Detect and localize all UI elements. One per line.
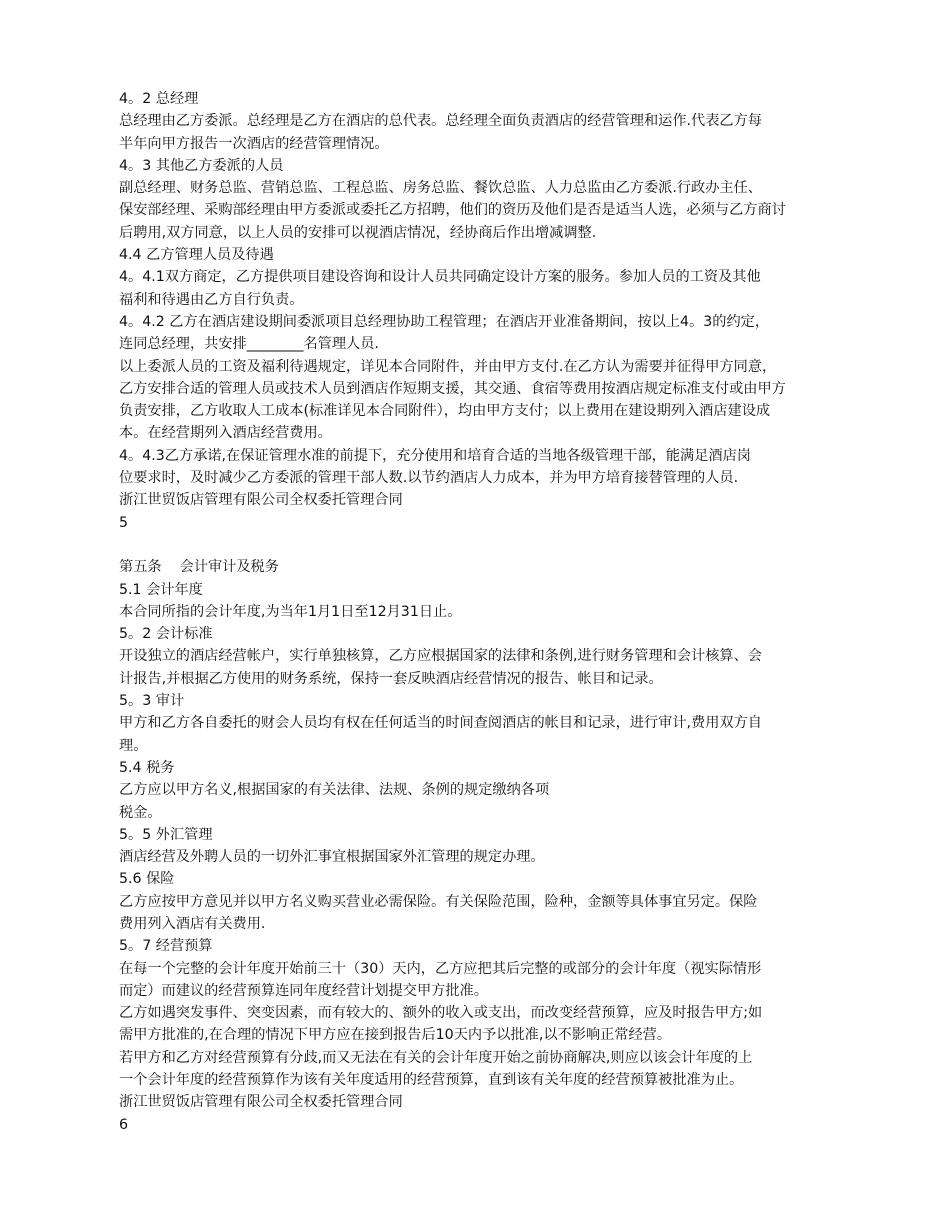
text-line: 乙方安排合适的管理人员或技术人员到酒店作短期支援，其交通、食宿等费用按酒店规定标准支付或由甲方 [119, 380, 786, 397]
text-line: 5。2 会计标准 [119, 626, 213, 643]
text-line: 以上委派人员的工资及福利待遇规定，详见本合同附件，并由甲方支付.在乙方认为需要并征得甲方同意， [119, 358, 777, 375]
text-line: 税金。 [119, 804, 162, 821]
text-line: 5。3 审计 [119, 693, 185, 710]
text-line: 本。在经营期列入酒店经营费用。 [119, 425, 332, 442]
text-line: 6 [119, 1116, 129, 1133]
text-line: 而定）而建议的经营预算连同年度经营计划提交甲方批准。 [119, 982, 488, 999]
text-line: 后聘用,双方同意，以上人员的安排可以视酒店情况，经协商后作出增减调整. [119, 224, 597, 241]
text-line: 一个会计年度的经营预算作为该有关年度适用的经营预算，直到该有关年度的经营预算被批准为止。 [119, 1072, 744, 1089]
document-page [119, 88, 864, 1136]
text-line: 保安部经理、采购部经理由甲方委派或委托乙方招聘，他们的资历及他们是否是适当人选，必须与乙方商讨 [119, 202, 786, 219]
text-line: 4。2 总经理 [119, 91, 199, 107]
text-line: 副总经理、财务总监、营销总监、工程总监、房务总监、餐饮总监、人力总监由乙方委派.行政办主任、 [119, 180, 762, 197]
text-line: 5。5 外汇管理 [119, 826, 213, 843]
text-line: 5。7 经营预算 [119, 938, 213, 955]
text-line: 计报告,并根据乙方使用的财务系统，保持一套反映酒店经营情况的报告、帐目和记录。 [119, 670, 663, 687]
text-line: 总经理由乙方委派。总经理是乙方在酒店的总代表。总经理全面负责酒店的经营管理和运作.代表乙方每 [119, 113, 762, 130]
text-line: 负责安排，乙方收取人工成本(标准详见本合同附件），均由甲方支付；以上费用在建设期列入酒店建设成 [119, 403, 771, 420]
text-line: 浙江世贸饭店管理有限公司全权委托管理合同 [119, 1094, 403, 1111]
text-line: 4。3 其他乙方委派的人员 [119, 157, 284, 174]
text-line: 浙江世贸饭店管理有限公司全权委托管理合同 [119, 492, 403, 509]
text-line: 5.6 保险 [119, 871, 175, 888]
text-line: 若甲方和乙方对经营预算有分歧,而又无法在有关的会计年度开始之前协商解决,则应以该会计年度的上 [119, 1049, 753, 1066]
text-line: 4。4.3乙方承诺,在保证管理水准的前提下，充分使用和培育合适的当地各级管理干部，能满足酒店岗 [119, 447, 751, 464]
blank-line [119, 534, 864, 556]
text-line: 半年向甲方报告一次酒店的经营管理情况。 [119, 135, 389, 152]
text-line: 连同总经理，共安排________名管理人员. [119, 336, 379, 353]
text-line: 开设独立的酒店经营帐户，实行单独核算，乙方应根据国家的法律和条例,进行财务管理和会计核算、会 [119, 648, 762, 665]
text-line: 费用列入酒店有关费用. [119, 915, 266, 932]
text-line: 5.1 会计年度 [119, 581, 203, 598]
text-line: 需甲方批准的,在合理的情况下甲方应在接到报告后10天内予以批准,以不影响正常经营。 [119, 1027, 672, 1044]
text-line: 甲方和乙方各自委托的财会人员均有权在任何适当的时间查阅酒店的帐目和记录，进行审计,费用双方自 [119, 715, 762, 732]
text-line: 第五条 会计审计及税务 [119, 559, 279, 576]
text-line: 乙方应按甲方意见并以甲方名义购买营业必需保险。有关保险范围，险种，金额等具体事宜另定。保险 [119, 893, 758, 910]
text-line: 福利和待遇由乙方自行负责。 [119, 291, 304, 308]
text-line: 4。4.2 乙方在酒店建设期间委派项目总经理协助工程管理；在酒店开业准备期间，按以上4。3的约定， [119, 313, 770, 330]
text-line: 4.4 乙方管理人员及待遇 [119, 247, 274, 264]
text-line: 5.4 税务 [119, 759, 175, 776]
text-line: 乙方应以甲方名义,根据国家的有关法律、法规、条例的规定缴纳各项 [119, 782, 550, 799]
text-line: 4。4.1双方商定，乙方提供项目建设咨询和设计人员共同确定设计方案的服务。参加人员的工资及其他 [119, 269, 761, 286]
text-line: 乙方如遇突发事件、突变因素，而有较大的、额外的收入或支出，而改变经营预算，应及时报告甲方;如 [119, 1005, 763, 1022]
text-line: 5 [119, 514, 129, 531]
text-line: 位要求时，及时减少乙方委派的管理干部人数.以节约酒店人力成本，并为甲方培育接替管理的人员. [119, 470, 739, 487]
text-line: 酒店经营及外聘人员的一切外汇事宜根据国家外汇管理的规定办理。 [119, 849, 545, 866]
text-line: 本合同所指的会计年度,为当年1月1日至12月31日止。 [119, 603, 462, 620]
text-line: 在每一个完整的会计年度开始前三十（30）天内，乙方应把其后完整的或部分的会计年度（视实际情形 [119, 960, 762, 977]
text-line: 理。 [119, 737, 148, 754]
